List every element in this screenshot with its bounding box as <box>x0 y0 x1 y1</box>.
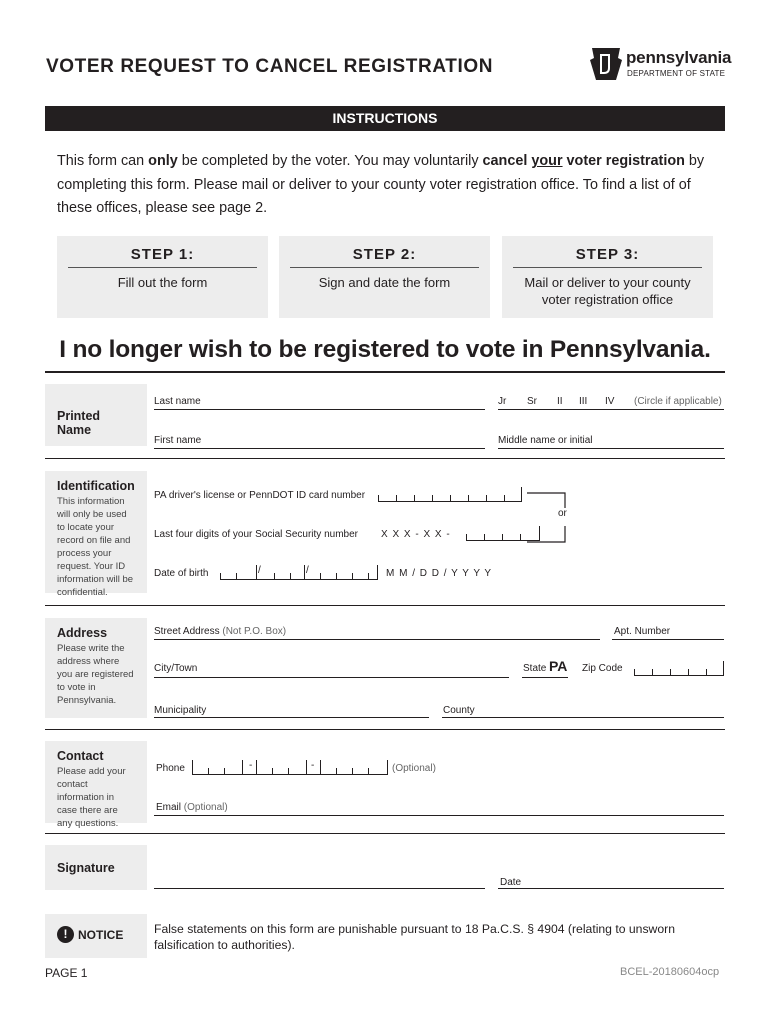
suffix-line <box>498 409 724 410</box>
form-title: VOTER REQUEST TO CANCEL REGISTRATION <box>46 56 494 77</box>
ssn-label: Last four digits of your Social Security number <box>154 529 358 540</box>
city-label: City/Town <box>154 663 198 674</box>
email-label: Email (Optional) <box>156 802 228 813</box>
first-name-label: First name <box>154 435 202 446</box>
step-3-title: STEP 3: <box>513 246 702 268</box>
step-1-card <box>57 236 268 318</box>
last-name-input[interactable] <box>154 409 485 410</box>
ssn-mask: X X X - X X - <box>381 529 451 540</box>
identification-note: This information will only be used to locate your record on file and process your request. Your ID information will be confidential. <box>57 496 134 598</box>
state-value: PA <box>549 658 568 674</box>
step-1-description: Fill out the form <box>117 275 208 290</box>
section-divider <box>45 605 725 606</box>
printed-name-label: Printed Name <box>57 409 101 437</box>
municipality-input[interactable] <box>154 717 429 718</box>
suffix-iv[interactable]: IV <box>605 396 615 407</box>
logo-subtitle: DEPARTMENT OF STATE <box>627 69 726 78</box>
apt-number-input[interactable] <box>612 639 724 640</box>
county-label: County <box>443 705 475 716</box>
headline-rule <box>45 371 725 373</box>
section-divider <box>45 729 725 730</box>
dob-slash: / <box>258 565 261 576</box>
state-line <box>522 677 568 678</box>
apt-number-label: Apt. Number <box>614 626 671 637</box>
step-3-description: Mail or deliver to your county voter registration office <box>524 275 691 307</box>
instructions-bar: INSTRUCTIONS <box>45 106 725 131</box>
first-name-input[interactable] <box>154 448 485 449</box>
dob-input[interactable] <box>220 568 378 580</box>
street-address-label: Street Address (Not P.O. Box) <box>154 626 287 637</box>
city-input[interactable] <box>154 677 509 678</box>
middle-name-input[interactable] <box>498 448 724 449</box>
suffix-iii[interactable]: III <box>579 396 588 407</box>
headline: I no longer wish to be registered to vote in Pennsylvania. <box>59 336 711 363</box>
street-address-input[interactable] <box>154 639 600 640</box>
address-note: Please write the address where you are registered to vote in Pennsylvania. <box>57 643 134 706</box>
phone-dash: - <box>311 760 315 771</box>
printed-name-label-box <box>45 384 147 446</box>
signature-label-box <box>45 845 147 890</box>
date-input[interactable] <box>498 888 724 889</box>
suffix-sr[interactable]: Sr <box>527 396 537 407</box>
instructions-text: This form can only be completed by the voter. You may voluntarily cancel your voter registration by completing this form. Please mail or deliver to your county voter registration office. To find a list of of these offices, please see page 2. <box>57 153 705 216</box>
zip-code-label: Zip Code <box>582 663 623 674</box>
step-2-description: Sign and date the form <box>318 275 451 290</box>
logo-name: pennsylvania <box>626 48 732 67</box>
suffix-ii[interactable]: II <box>557 396 563 407</box>
exclamation-icon: ! <box>57 926 74 943</box>
drivers-license-label: PA driver's license or PennDOT ID card number <box>154 490 366 501</box>
phone-input[interactable] <box>192 763 388 775</box>
state-label: State <box>523 663 547 674</box>
municipality-label: Municipality <box>154 705 207 716</box>
email-input[interactable] <box>154 815 724 816</box>
notice-text: False statements on this form are punishable pursuant to 18 Pa.C.S. § 4904 (relating to unsworn falsification to authorities). <box>154 922 675 952</box>
phone-dash: - <box>249 760 253 771</box>
contact-label-box <box>45 741 147 829</box>
address-label: Address <box>57 626 108 640</box>
dob-slash: / <box>306 565 309 576</box>
suffix-note: (Circle if applicable) <box>634 396 722 407</box>
drivers-license-input[interactable] <box>378 490 522 502</box>
section-divider <box>45 833 725 834</box>
zip-code-input[interactable] <box>634 664 724 676</box>
phone-optional-note: (Optional) <box>392 763 436 774</box>
county-input[interactable] <box>442 717 724 718</box>
contact-note: Please add your contact information in case there are any questions. <box>57 766 126 829</box>
signature-label: Signature <box>57 861 115 875</box>
ssn-input[interactable] <box>466 529 540 541</box>
suffix-jr[interactable]: Jr <box>498 396 507 407</box>
keystone-icon <box>588 46 624 82</box>
identification-label: Identification <box>57 479 135 493</box>
signature-input[interactable] <box>154 888 485 889</box>
notice-label: NOTICE <box>78 928 124 942</box>
last-name-label: Last name <box>154 396 201 407</box>
date-label: Date <box>500 877 522 888</box>
address-label-box <box>45 618 147 718</box>
or-label: or <box>558 508 567 519</box>
contact-label: Contact <box>57 749 104 763</box>
step-2-card <box>279 236 490 318</box>
step-2-title: STEP 2: <box>290 246 479 268</box>
identification-label-box <box>45 471 147 598</box>
page-number: PAGE 1 <box>45 966 88 980</box>
form-code: BCEL-20180604ocp <box>620 966 720 978</box>
phone-label: Phone <box>156 763 185 774</box>
step-3-card <box>502 236 713 318</box>
dob-format: M M / D D / Y Y Y Y <box>386 568 493 579</box>
middle-name-label: Middle name or initial <box>498 435 593 446</box>
dob-label: Date of birth <box>154 568 209 579</box>
step-1-title: STEP 1: <box>68 246 257 268</box>
pennsylvania-logo <box>588 46 738 86</box>
section-divider <box>45 458 725 459</box>
